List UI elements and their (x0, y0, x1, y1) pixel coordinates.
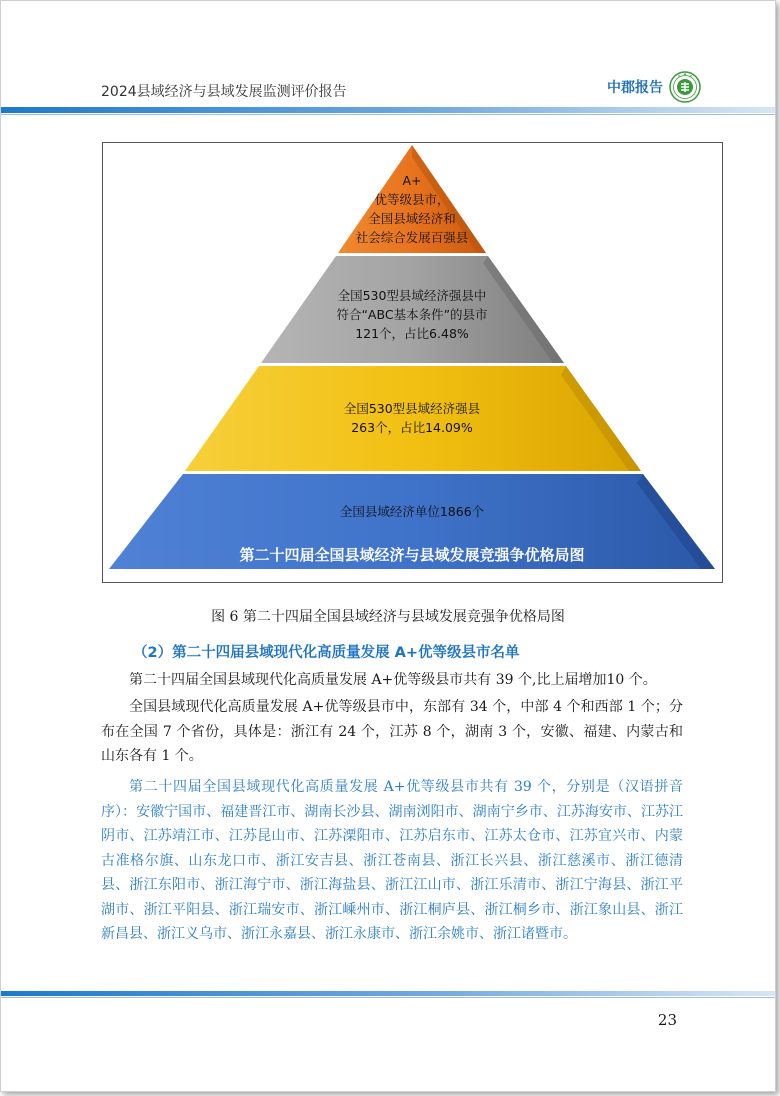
tier-third-text (262, 399, 562, 437)
tier-second-text (262, 286, 562, 343)
header-rule-thin (1, 114, 775, 115)
brand (607, 71, 701, 103)
tier-base-text (262, 502, 562, 521)
page-number: 23 (657, 1011, 677, 1029)
pyramid-figure-title: 第二十四届全国县域经济与县域发展竞强争优格局图 (239, 546, 585, 564)
footer-rule (1, 991, 775, 996)
section-heading: （2）第二十四届县域现代化高质量发展 A+优等级县市名单 (133, 645, 520, 661)
pyramid-figure (102, 142, 723, 583)
header-rule (1, 107, 775, 113)
tier-third-line-1: 全国530型县域经济强县 (343, 401, 481, 416)
tier-second-line-1: 全国530型县域经济强县中 (337, 288, 487, 303)
paragraph-summary: 第二十四届全国县域现代化高质量发展 A+优等级县市共有 39 个,比上届增加10 个。 (129, 672, 657, 688)
report-header-title: 2024县域经济与县域发展监测评价报告 (101, 84, 347, 100)
paragraph-distribution: 全国县域现代化高质量发展 A+优等级县市中，东部有 34 个，中部 4 个和西部 1 个；分布在全国 7 个省份，具体是：浙江有 24 个，江苏 8 个，湖南 3 个，安徽、福建、内蒙古和山东各有 1 个。 (101, 699, 683, 764)
tier-second-line-3: 121个，占比6.48% (355, 326, 469, 341)
tier-second-line-2: 符合“ABC基本条件”的县市 (336, 307, 488, 322)
figure-caption: 图 6 第二十四届全国县域经济与县域发展竞强争优格局图 (211, 609, 565, 625)
paragraph-county-list: 第二十四届全国县域现代化高质量发展 A+优等级县市共有 39 个，分别是（汉语拼音序）：安徽宁国市、福建晋江市、湖南长沙县、湖南浏阳市、湖南宁乡市、江苏海安市、江苏江阴市、江苏靖江市、江苏昆山市、江苏溧阳市、江苏启东市、江苏太仓市、江苏宜兴市、内蒙古准格尔旗、山东龙口市、浙江安吉县、浙江苍南县、浙江长兴县、浙江慈溪市、浙江德清县、浙江东阳市、浙江海宁市、浙江海盐县、浙江江山市、浙江乐清市、浙江宁海县、浙江平湖市、浙江平阳县、浙江瑞安市、浙江嵊州市、浙江桐庐县、浙江桐乡市、浙江象山县、浙江新昌县、浙江义乌市、浙江永嘉县、浙江永康市、浙江余姚市、浙江诸暨市。 (101, 779, 683, 942)
zhongjun-seal-icon (669, 71, 701, 103)
tier-base-line-1: 全国县域经济单位1866个 (339, 504, 485, 519)
tier-top-text (312, 171, 512, 247)
brand-name: 中郡报告 (607, 80, 663, 96)
footer-rule-thin (1, 997, 775, 998)
tier-top-line-1: A+ (402, 173, 422, 188)
tier-top-line-4: 社会综合发展百强县 (355, 230, 469, 245)
tier-third-line-2: 263个，占比14.09% (351, 420, 473, 435)
tier-top-line-2: 优等级县市， (374, 192, 450, 207)
tier-top-line-3: 全国县域经济和 (368, 211, 456, 226)
